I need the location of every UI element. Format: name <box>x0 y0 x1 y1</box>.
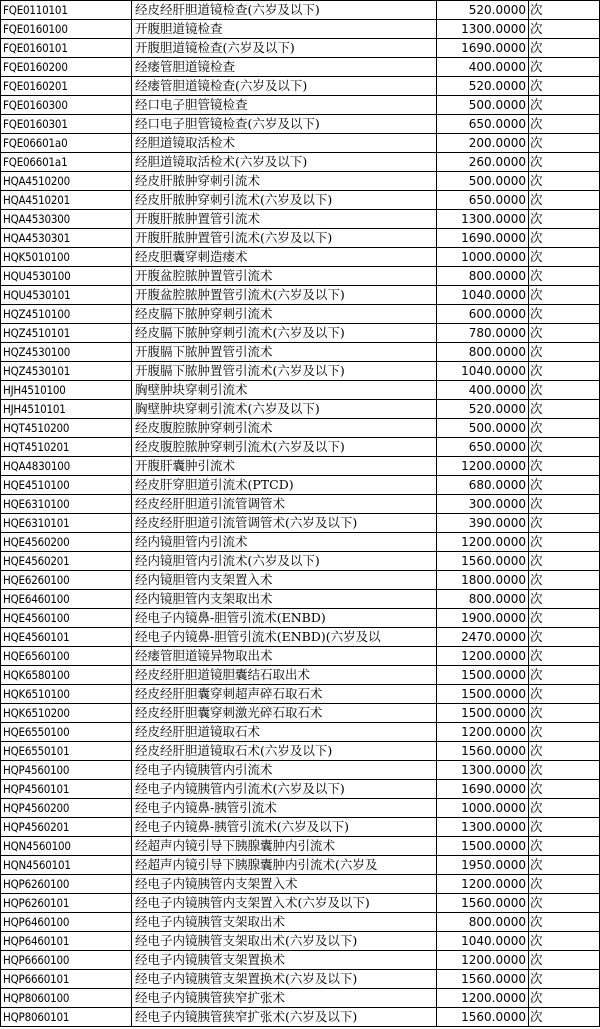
item-code-cell: HQA4530301 <box>1 229 132 248</box>
item-price-cell: 500.0000 <box>437 419 529 438</box>
table-row <box>1 590 600 609</box>
item-name-cell: 经电子内镜胰管内引流术(六岁及以下) <box>132 780 437 799</box>
item-name-cell: 经皮经肝胆道引流管调管术 <box>132 495 437 514</box>
item-name-cell: 经电子内镜鼻-胰管引流术(六岁及以下) <box>132 818 437 837</box>
item-code-cell: HQP8060101 <box>1 1008 132 1027</box>
item-name-cell: 开腹盆腔脓肿置管引流术 <box>132 267 437 286</box>
item-unit-cell: 次 <box>529 39 600 58</box>
item-price-cell: 650.0000 <box>437 438 529 457</box>
item-unit-cell: 次 <box>529 533 600 552</box>
item-code-cell: HQP6260100 <box>1 875 132 894</box>
item-code-cell: HQP8060100 <box>1 989 132 1008</box>
table-row <box>1 210 600 229</box>
item-code-cell: FQE0110101 <box>1 1 132 20</box>
item-price-cell: 1200.0000 <box>437 533 529 552</box>
table-row <box>1 286 600 305</box>
item-name-cell: 经电子内镜胰管支架置换术(六岁及以下) <box>132 970 437 989</box>
table-row <box>1 894 600 913</box>
item-name-cell: 经皮腹腔脓肿穿刺引流术(六岁及以下) <box>132 438 437 457</box>
item-name-cell: 经皮经肝胆囊穿刺超声碎石取石术 <box>132 685 437 704</box>
item-unit-cell: 次 <box>529 153 600 172</box>
item-unit-cell: 次 <box>529 229 600 248</box>
item-name-cell: 经内镜胆管内引流术(六岁及以下) <box>132 552 437 571</box>
item-code-cell: HQE6310101 <box>1 514 132 533</box>
item-name-cell: 经胆道镜取活检术 <box>132 134 437 153</box>
item-name-cell: 经皮经肝胆道引流管调管术(六岁及以下) <box>132 514 437 533</box>
item-price-cell: 1500.0000 <box>437 837 529 856</box>
table-row <box>1 419 600 438</box>
item-unit-cell: 次 <box>529 628 600 647</box>
item-code-cell: HQP6460100 <box>1 913 132 932</box>
item-unit-cell: 次 <box>529 856 600 875</box>
table-row <box>1 381 600 400</box>
item-unit-cell: 次 <box>529 191 600 210</box>
item-price-cell: 1560.0000 <box>437 742 529 761</box>
table-row <box>1 533 600 552</box>
item-price-cell: 800.0000 <box>437 343 529 362</box>
item-price-cell: 1040.0000 <box>437 286 529 305</box>
item-code-cell: HQP4560101 <box>1 780 132 799</box>
item-code-cell: HQZ4510100 <box>1 305 132 324</box>
item-unit-cell: 次 <box>529 590 600 609</box>
item-name-cell: 胸壁肿块穿刺引流术(六岁及以下) <box>132 400 437 419</box>
item-code-cell: HQP6660101 <box>1 970 132 989</box>
item-price-cell: 1500.0000 <box>437 704 529 723</box>
item-unit-cell: 次 <box>529 1 600 20</box>
item-unit-cell: 次 <box>529 666 600 685</box>
table-row <box>1 172 600 191</box>
item-price-cell: 1800.0000 <box>437 571 529 590</box>
item-unit-cell: 次 <box>529 305 600 324</box>
item-code-cell: HQT4510201 <box>1 438 132 457</box>
item-name-cell: 经皮肝穿胆道引流术(PTCD) <box>132 476 437 495</box>
table-row <box>1 913 600 932</box>
table-row <box>1 39 600 58</box>
item-unit-cell: 次 <box>529 970 600 989</box>
item-price-cell: 1040.0000 <box>437 932 529 951</box>
item-price-cell: 1200.0000 <box>437 875 529 894</box>
item-unit-cell: 次 <box>529 894 600 913</box>
item-price-cell: 680.0000 <box>437 476 529 495</box>
item-code-cell: HQN4560100 <box>1 837 132 856</box>
item-unit-cell: 次 <box>529 989 600 1008</box>
item-name-cell: 经皮腹腔脓肿穿刺引流术 <box>132 419 437 438</box>
table-row <box>1 571 600 590</box>
item-code-cell: HQE4560200 <box>1 533 132 552</box>
item-price-cell: 1300.0000 <box>437 761 529 780</box>
item-unit-cell: 次 <box>529 932 600 951</box>
table-row <box>1 495 600 514</box>
item-name-cell: 开腹胆道镜检查(六岁及以下) <box>132 39 437 58</box>
item-unit-cell: 次 <box>529 96 600 115</box>
table-row <box>1 362 600 381</box>
item-price-cell: 1690.0000 <box>437 780 529 799</box>
item-code-cell: HJH4510101 <box>1 400 132 419</box>
item-unit-cell: 次 <box>529 913 600 932</box>
item-unit-cell: 次 <box>529 723 600 742</box>
table-row <box>1 400 600 419</box>
item-code-cell: HQP6460101 <box>1 932 132 951</box>
item-code-cell: HQN4560101 <box>1 856 132 875</box>
item-name-cell: 经皮膈下脓肿穿刺引流术 <box>132 305 437 324</box>
table-row <box>1 704 600 723</box>
item-unit-cell: 次 <box>529 514 600 533</box>
item-price-cell: 1560.0000 <box>437 894 529 913</box>
item-name-cell: 经电子内镜鼻-胆管引流术(ENBD) <box>132 609 437 628</box>
item-code-cell: HQA4830100 <box>1 457 132 476</box>
table-row <box>1 856 600 875</box>
item-unit-cell: 次 <box>529 400 600 419</box>
item-unit-cell: 次 <box>529 172 600 191</box>
item-unit-cell: 次 <box>529 476 600 495</box>
item-name-cell: 经瘘管胆道镜检查 <box>132 58 437 77</box>
item-code-cell: HQE4510100 <box>1 476 132 495</box>
item-unit-cell: 次 <box>529 134 600 153</box>
item-price-cell: 1200.0000 <box>437 457 529 476</box>
table-row <box>1 514 600 533</box>
item-code-cell: HQE6560100 <box>1 647 132 666</box>
item-unit-cell: 次 <box>529 58 600 77</box>
item-code-cell: HQE6310100 <box>1 495 132 514</box>
item-unit-cell: 次 <box>529 685 600 704</box>
item-price-cell: 500.0000 <box>437 96 529 115</box>
item-price-cell: 520.0000 <box>437 77 529 96</box>
item-name-cell: 胸壁肿块穿刺引流术 <box>132 381 437 400</box>
item-name-cell: 经超声内镜引导下胰腺囊肿内引流术 <box>132 837 437 856</box>
item-price-cell: 800.0000 <box>437 267 529 286</box>
item-name-cell: 经胆道镜取活检术(六岁及以下) <box>132 153 437 172</box>
table-row <box>1 742 600 761</box>
item-price-cell: 1200.0000 <box>437 647 529 666</box>
table-row <box>1 932 600 951</box>
item-code-cell: FQE06601a1 <box>1 153 132 172</box>
item-unit-cell: 次 <box>529 875 600 894</box>
table-row <box>1 229 600 248</box>
item-code-cell: HQU4530100 <box>1 267 132 286</box>
item-unit-cell: 次 <box>529 609 600 628</box>
item-price-cell: 1300.0000 <box>437 818 529 837</box>
item-code-cell: HQA4510200 <box>1 172 132 191</box>
item-unit-cell: 次 <box>529 571 600 590</box>
item-unit-cell: 次 <box>529 799 600 818</box>
item-name-cell: 开腹盆腔脓肿置管引流术(六岁及以下) <box>132 286 437 305</box>
item-price-cell: 1690.0000 <box>437 39 529 58</box>
item-unit-cell: 次 <box>529 742 600 761</box>
item-code-cell: HQP4560201 <box>1 818 132 837</box>
item-name-cell: 经皮肝脓肿穿刺引流术 <box>132 172 437 191</box>
item-name-cell: 经电子内镜鼻-胰管引流术 <box>132 799 437 818</box>
table-row <box>1 191 600 210</box>
item-name-cell: 经皮经肝胆囊穿刺激光碎石取石术 <box>132 704 437 723</box>
item-price-cell: 300.0000 <box>437 495 529 514</box>
item-code-cell: HQZ4510101 <box>1 324 132 343</box>
table-row <box>1 153 600 172</box>
table-row <box>1 951 600 970</box>
item-name-cell: 经内镜胆管内支架置入术 <box>132 571 437 590</box>
item-code-cell: HQA4510201 <box>1 191 132 210</box>
fee-table-body <box>1 1 600 1027</box>
table-row <box>1 723 600 742</box>
item-unit-cell: 次 <box>529 210 600 229</box>
table-row <box>1 457 600 476</box>
item-price-cell: 520.0000 <box>437 400 529 419</box>
table-row <box>1 20 600 39</box>
item-price-cell: 1950.0000 <box>437 856 529 875</box>
item-unit-cell: 次 <box>529 818 600 837</box>
table-row <box>1 837 600 856</box>
item-price-cell: 2470.0000 <box>437 628 529 647</box>
item-price-cell: 1500.0000 <box>437 666 529 685</box>
item-code-cell: FQE0160300 <box>1 96 132 115</box>
item-unit-cell: 次 <box>529 780 600 799</box>
item-unit-cell: 次 <box>529 495 600 514</box>
item-unit-cell: 次 <box>529 20 600 39</box>
item-name-cell: 经电子内镜胰管狭窄扩张术 <box>132 989 437 1008</box>
item-name-cell: 经瘘管胆道镜检查(六岁及以下) <box>132 77 437 96</box>
item-name-cell: 经内镜胆管内引流术 <box>132 533 437 552</box>
item-code-cell: HQT4510200 <box>1 419 132 438</box>
item-price-cell: 800.0000 <box>437 590 529 609</box>
item-name-cell: 经电子内镜胰管支架置换术 <box>132 951 437 970</box>
item-code-cell: FQE0160301 <box>1 115 132 134</box>
item-name-cell: 经皮经肝胆道镜检查(六岁及以下) <box>132 1 437 20</box>
item-code-cell: HQE4560201 <box>1 552 132 571</box>
item-unit-cell: 次 <box>529 362 600 381</box>
table-row <box>1 343 600 362</box>
table-row <box>1 685 600 704</box>
table-row <box>1 115 600 134</box>
item-price-cell: 1200.0000 <box>437 723 529 742</box>
item-name-cell: 开腹肝脓肿置管引流术(六岁及以下) <box>132 229 437 248</box>
item-unit-cell: 次 <box>529 77 600 96</box>
table-row <box>1 305 600 324</box>
item-name-cell: 经口电子胆管镜检查(六岁及以下) <box>132 115 437 134</box>
table-row <box>1 818 600 837</box>
table-row <box>1 438 600 457</box>
item-unit-cell: 次 <box>529 267 600 286</box>
item-name-cell: 经电子内镜胰管内引流术 <box>132 761 437 780</box>
table-row <box>1 1008 600 1027</box>
item-code-cell: HQE6260100 <box>1 571 132 590</box>
item-unit-cell: 次 <box>529 115 600 134</box>
table-row <box>1 96 600 115</box>
item-price-cell: 1500.0000 <box>437 685 529 704</box>
item-price-cell: 390.0000 <box>437 514 529 533</box>
item-unit-cell: 次 <box>529 324 600 343</box>
table-row <box>1 552 600 571</box>
table-row <box>1 134 600 153</box>
item-code-cell: FQE06601a0 <box>1 134 132 153</box>
item-price-cell: 1560.0000 <box>437 552 529 571</box>
item-code-cell: HQA4530300 <box>1 210 132 229</box>
item-code-cell: FQE0160200 <box>1 58 132 77</box>
item-name-cell: 开腹肝囊肿引流术 <box>132 457 437 476</box>
item-name-cell: 经皮经肝胆道镜取石术 <box>132 723 437 742</box>
item-unit-cell: 次 <box>529 248 600 267</box>
item-unit-cell: 次 <box>529 381 600 400</box>
table-row <box>1 324 600 343</box>
item-unit-cell: 次 <box>529 343 600 362</box>
table-row <box>1 761 600 780</box>
item-code-cell: HQZ4530101 <box>1 362 132 381</box>
item-price-cell: 520.0000 <box>437 1 529 20</box>
table-row <box>1 1 600 20</box>
item-unit-cell: 次 <box>529 286 600 305</box>
item-code-cell: HQK6510100 <box>1 685 132 704</box>
table-row <box>1 989 600 1008</box>
item-code-cell: FQE0160101 <box>1 39 132 58</box>
item-price-cell: 1560.0000 <box>437 1008 529 1027</box>
item-name-cell: 经皮胆囊穿刺造瘘术 <box>132 248 437 267</box>
item-unit-cell: 次 <box>529 951 600 970</box>
item-code-cell: HQE4560100 <box>1 609 132 628</box>
item-price-cell: 1200.0000 <box>437 951 529 970</box>
item-price-cell: 1000.0000 <box>437 799 529 818</box>
item-price-cell: 1300.0000 <box>437 210 529 229</box>
item-price-cell: 400.0000 <box>437 381 529 400</box>
item-unit-cell: 次 <box>529 438 600 457</box>
item-name-cell: 经电子内镜胰管狭窄扩张术(六岁及以下) <box>132 1008 437 1027</box>
table-row <box>1 647 600 666</box>
item-price-cell: 780.0000 <box>437 324 529 343</box>
item-unit-cell: 次 <box>529 761 600 780</box>
item-code-cell: HQP4560200 <box>1 799 132 818</box>
table-row <box>1 248 600 267</box>
item-price-cell: 650.0000 <box>437 115 529 134</box>
item-name-cell: 开腹肝脓肿置管引流术 <box>132 210 437 229</box>
table-row <box>1 609 600 628</box>
item-code-cell: HQP6660100 <box>1 951 132 970</box>
item-code-cell: HQP6260101 <box>1 894 132 913</box>
item-name-cell: 经皮经肝胆道镜胆囊结石取出术 <box>132 666 437 685</box>
item-code-cell: FQE0160201 <box>1 77 132 96</box>
item-code-cell: HQK6580100 <box>1 666 132 685</box>
item-name-cell: 开腹膈下脓肿置管引流术 <box>132 343 437 362</box>
item-code-cell: HQZ4530100 <box>1 343 132 362</box>
item-price-cell: 650.0000 <box>437 191 529 210</box>
item-price-cell: 1900.0000 <box>437 609 529 628</box>
item-name-cell: 经电子内镜胰管支架取出术(六岁及以下) <box>132 932 437 951</box>
item-name-cell: 经皮经肝胆道镜取石术(六岁及以下) <box>132 742 437 761</box>
item-price-cell: 600.0000 <box>437 305 529 324</box>
item-name-cell: 经电子内镜胰管支架取出术 <box>132 913 437 932</box>
table-row <box>1 666 600 685</box>
item-unit-cell: 次 <box>529 457 600 476</box>
item-code-cell: HQU4530101 <box>1 286 132 305</box>
item-code-cell: HQE6460100 <box>1 590 132 609</box>
item-code-cell: HQE4560101 <box>1 628 132 647</box>
table-row <box>1 970 600 989</box>
item-price-cell: 400.0000 <box>437 58 529 77</box>
table-row <box>1 799 600 818</box>
item-code-cell: HQP4560100 <box>1 761 132 780</box>
item-name-cell: 经瘘管胆道镜异物取出术 <box>132 647 437 666</box>
item-unit-cell: 次 <box>529 419 600 438</box>
table-row <box>1 780 600 799</box>
item-price-cell: 1000.0000 <box>437 248 529 267</box>
item-price-cell: 800.0000 <box>437 913 529 932</box>
item-name-cell: 经超声内镜引导下胰腺囊肿内引流术(六岁及 <box>132 856 437 875</box>
item-code-cell: HQE6550101 <box>1 742 132 761</box>
item-price-cell: 200.0000 <box>437 134 529 153</box>
item-name-cell: 经口电子胆管镜检查 <box>132 96 437 115</box>
table-row <box>1 267 600 286</box>
item-name-cell: 经皮肝脓肿穿刺引流术(六岁及以下) <box>132 191 437 210</box>
item-price-cell: 1040.0000 <box>437 362 529 381</box>
item-name-cell: 经皮膈下脓肿穿刺引流术(六岁及以下) <box>132 324 437 343</box>
item-unit-cell: 次 <box>529 704 600 723</box>
item-unit-cell: 次 <box>529 552 600 571</box>
item-name-cell: 经内镜胆管内支架取出术 <box>132 590 437 609</box>
item-name-cell: 经电子内镜胰管内支架置入术 <box>132 875 437 894</box>
item-price-cell: 1560.0000 <box>437 970 529 989</box>
item-name-cell: 经电子内镜胰管内支架置入术(六岁及以下) <box>132 894 437 913</box>
item-price-cell: 500.0000 <box>437 172 529 191</box>
item-code-cell: FQE0160100 <box>1 20 132 39</box>
table-row <box>1 875 600 894</box>
table-row <box>1 77 600 96</box>
item-name-cell: 开腹膈下脓肿置管引流术(六岁及以下) <box>132 362 437 381</box>
item-code-cell: HJH4510100 <box>1 381 132 400</box>
item-unit-cell: 次 <box>529 837 600 856</box>
item-price-cell: 260.0000 <box>437 153 529 172</box>
table-row <box>1 58 600 77</box>
item-price-cell: 1690.0000 <box>437 229 529 248</box>
item-unit-cell: 次 <box>529 647 600 666</box>
item-code-cell: HQE6550100 <box>1 723 132 742</box>
table-row <box>1 476 600 495</box>
item-code-cell: HQK5010100 <box>1 248 132 267</box>
item-code-cell: HQK6510200 <box>1 704 132 723</box>
item-name-cell: 开腹胆道镜检查 <box>132 20 437 39</box>
table-row <box>1 628 600 647</box>
item-price-cell: 1200.0000 <box>437 989 529 1008</box>
item-name-cell: 经电子内镜鼻-胆管引流术(ENBD)(六岁及以 <box>132 628 437 647</box>
item-unit-cell: 次 <box>529 1008 600 1027</box>
item-price-cell: 1300.0000 <box>437 20 529 39</box>
